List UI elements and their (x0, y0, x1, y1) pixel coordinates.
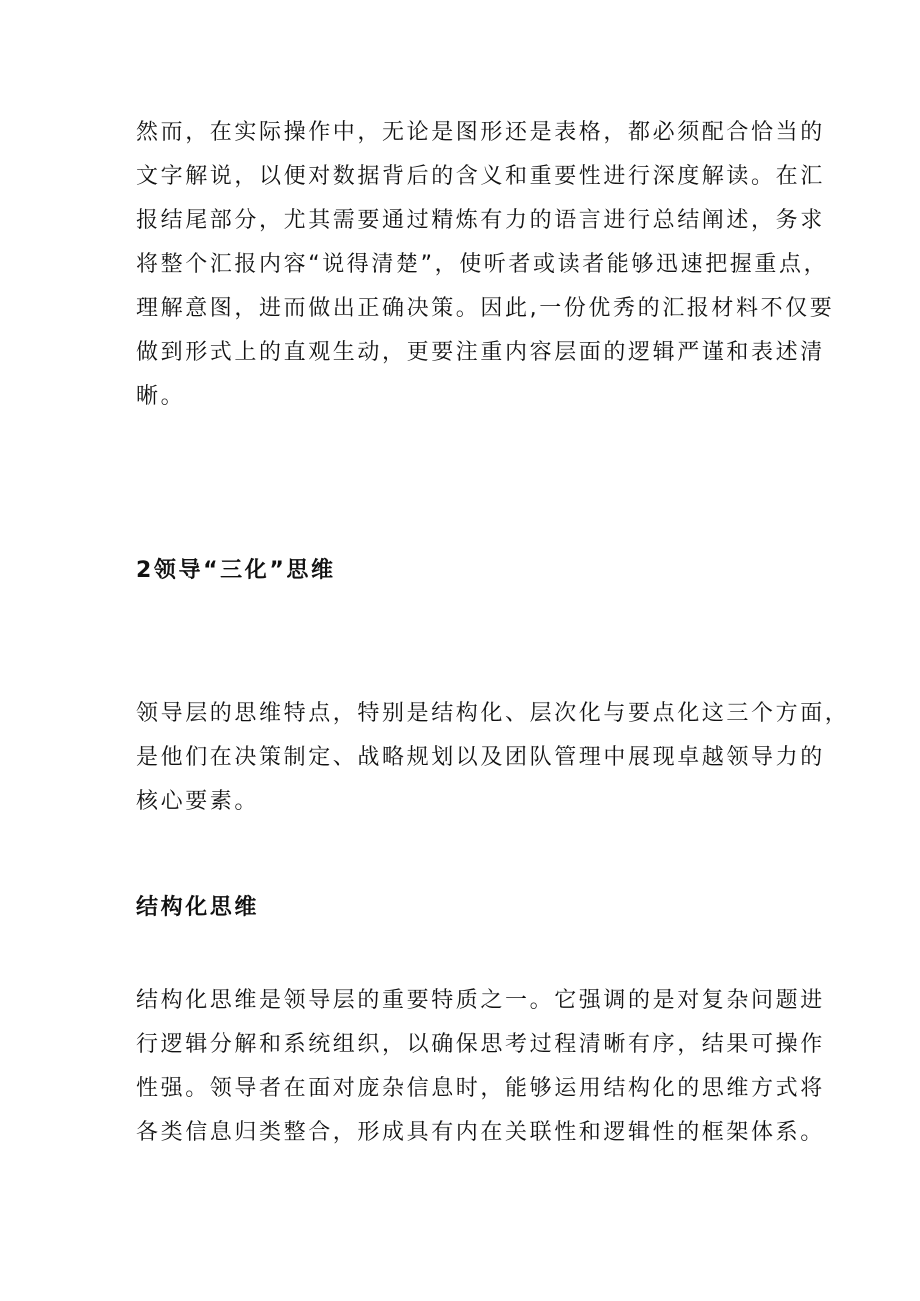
subheading-structured-thinking: 结构化思维 (136, 895, 260, 920)
paragraph-structured-thinking (136, 979, 825, 1155)
text-line: 结构化思维是领导层的重要特质之一。它强调的是对复杂问题进 (136, 988, 825, 1013)
paragraph-leadership-intro (136, 692, 849, 824)
text-line: 是他们在决策制定、战略规划以及团队管理中展现卓越领导力的 (136, 745, 825, 770)
text-line: 行逻辑分解和系统组织，以确保思考过程清晰有序，结果可操作 (136, 1032, 825, 1057)
text-line: 核心要素。 (136, 789, 260, 814)
text-line: 报结尾部分，尤其需要通过精炼有力的语言进行总结阐述，务求 (136, 208, 825, 233)
text-line: 理解意图，进而做出正确决策。因此,一份优秀的汇报材料不仅要 (136, 296, 835, 321)
text-line: 领导层的思维特点，特别是结构化、层次化与要点化这三个方面， (136, 701, 850, 726)
section-heading-leadership-thinking: 2领导“三化”思维 (136, 558, 336, 583)
paragraph-report-text (136, 111, 834, 419)
text-line: 文字解说，以便对数据背后的含义和重要性进行深度解读。在汇 (136, 164, 825, 189)
text-line: 然而，在实际操作中，无论是图形还是表格，都必须配合恰当的 (136, 120, 825, 145)
text-line: 晰。 (136, 384, 186, 409)
text-line: 性强。领导者在面对庞杂信息时，能够运用结构化的思维方式将 (136, 1076, 825, 1101)
text-line: 将整个汇报内容“说得清楚”，使听者或读者能够迅速把握重点， (136, 252, 829, 277)
text-line: 各类信息归类整合，形成具有内在关联性和逻辑性的框架体系。 (136, 1120, 825, 1145)
text-line: 做到形式上的直观生动，更要注重内容层面的逻辑严谨和表述清 (136, 340, 825, 365)
